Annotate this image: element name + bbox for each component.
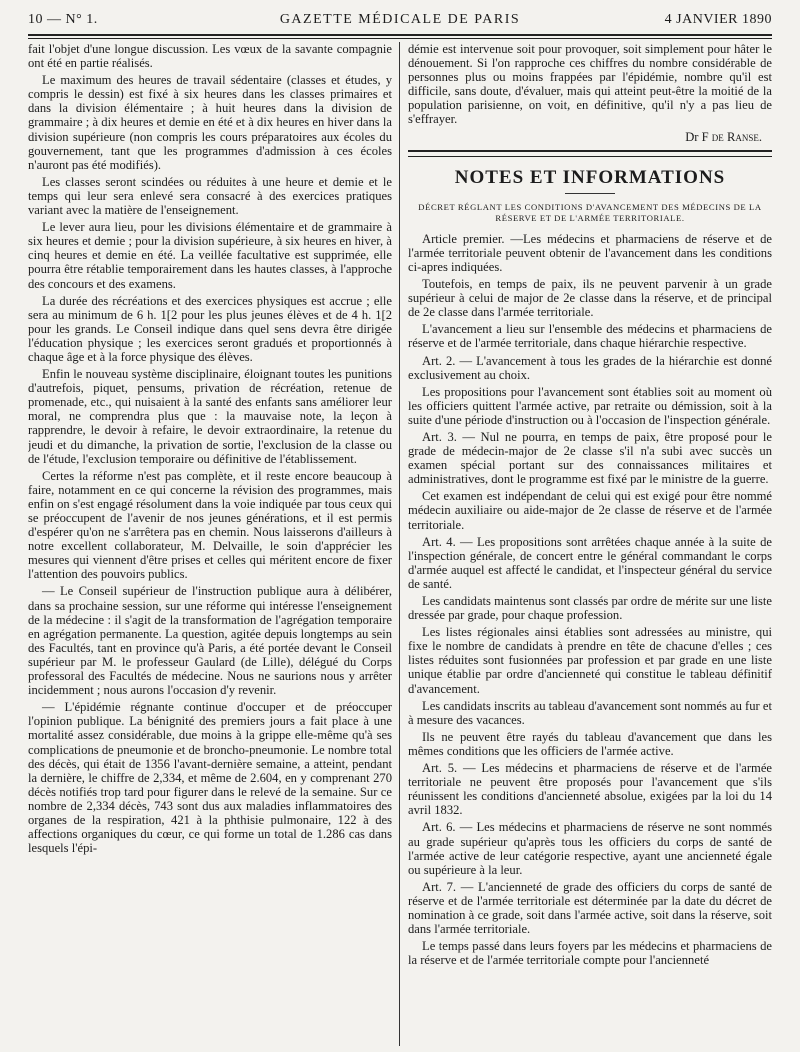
section-rule [408, 150, 772, 157]
page-header [28, 10, 772, 32]
article-paragraph: Article premier. —Les médecins et pharmaciens de réserve et de l'armée territoriale peuvent obtenir de l'avancement dans les conditions ci-apres indiquées. [408, 231, 772, 274]
decree-title: DÉCRET RÉGLANT LES CONDITIONS D'AVANCEMENT DES MÉDECINS DE LA RÉSERVE ET DE L'ARMÉE TERRITORIALE. [418, 201, 762, 223]
right-column [408, 42, 772, 1046]
signature-prefix: Dr F [685, 129, 709, 144]
article-paragraph: Toutefois, en temps de paix, ils ne peuvent parvenir à un grade supérieur à celui de major de 2e classe dans la réserve, et de principal de 2e classe dans l'armée territoriale. [408, 277, 772, 320]
paragraph: Le maximum des heures de travail sédentaire (classes et études, y compris le dessin) est fixé à six heures dans les classes primaires et dans la division élémentaire ; à huit heures dans la division de grammaire ; à dix heures et demie en été et à dix heures en hiver dans la division supérieure (non compris les cours préparatoires aux écoles du gouvernement, tant que les programmes d'admission à ces écoles n'auront pas été modifiés). [28, 73, 392, 172]
header-rule [28, 34, 772, 36]
article-paragraph: Les candidats maintenus sont classés par ordre de mérite sur une liste dressée par grade, pour chaque profession. [408, 594, 772, 623]
newspaper-title: GAZETTE MÉDICALE DE PARIS [279, 12, 521, 27]
article-paragraph: Art. 4. — Les propositions sont arrêtées chaque année à la suite de l'inspection générale, de concert entre le général commandant le corps d'armée auquel est affecté le candidat, et l'inspecteur général du service de santé. [408, 534, 772, 591]
article-paragraph: Les listes régionales ainsi établies sont adressées au ministre, qui fixe le nombre de candidats à prendre en tête de chacune d'elles ; ces listes réduites sont fusionnées par profession et par grade en une liste unique établie par ordre d'ancienneté qui constitue le tableau définitif d'avancement. [408, 625, 772, 696]
article-paragraph: Ils ne peuvent être rayés du tableau d'avancement que dans les mêmes conditions que les officiers de l'armée active. [408, 729, 772, 758]
column-divider [399, 42, 400, 1046]
article-paragraph: L'avancement a lieu sur l'ensemble des médecins et pharmaciens de réserve et de l'armée territoriale, dans chaque hiérarchie respective. [408, 322, 772, 351]
issue-date: 4 JANVIER 1890 [664, 12, 772, 27]
signature-name: de Ranse. [711, 129, 762, 144]
article-paragraph: Cet examen est indépendant de celui qui est exigé pour être nommé médecin auxiliaire ou aide-major de 2e classe de réserve et de l'armée territoriale. [408, 489, 772, 532]
article-paragraph: Art. 3. — Nul ne pourra, en temps de paix, être proposé pour le grade de médecin-major de 2e classe s'il n'a subi avec succès un examen spécial portant sur des connaissances militaires et administratives, dont le programme est fixé par le ministre de la guerre. [408, 429, 772, 487]
article-paragraph: Les propositions pour l'avancement sont établies soit au moment où les officiers quittent l'armée active, par retraite ou démission, soit à la suite d'une période d'instruction ou à l'occasion de l'inspection générale. [408, 384, 772, 427]
title-rule [565, 193, 615, 194]
paragraph: La durée des récréations et des exercices physiques est accrue ; elle sera au minimum de 6 h. 1[2 pour les plus jeunes élèves et de 4 h. 1[2 pour les grands. Le Conseil indique dans quel sens devra être dirigée l'éducation physique ; les exercices seront gradués et proportionnés à chaque âge et à la force physique des élèves. [28, 293, 392, 364]
article-paragraph: Art. 2. — L'avancement à tous les grades de la hiérarchie est donné exclusivement au choix. [408, 353, 772, 382]
paragraph: démie est intervenue soit pour provoquer, soit simplement pour hâter le dénouement. Si l'on rapproche ces chiffres du nombre considérable de personnes plus ou moins frappées par l'épidémie, nombre qu'il est difficile, sans doute, d'évaluer, mais qui atteint peut-être la moitié de la population parisienne, on voit, en définitive, qu'il n'y a pas lieu de s'effrayer. [408, 42, 772, 127]
article-paragraph: Art. 5. — Les médecins et pharmaciens de réserve et de l'armée territoriale ne peuvent être proposés pour l'avancement que s'ils réunissent les conditions d'ancienneté absolue, exigées par la loi du 14 avril 1832. [408, 761, 772, 818]
article-paragraph: Art. 7. — L'ancienneté de grade des officiers du corps de santé de réserve et de l'armée territoriale est déterminée par la date du décret de nomination à ce grade, soit dans l'armée active, soit dans la réserve, soit dans l'armée territoriale. [408, 879, 772, 937]
left-column [28, 42, 392, 1046]
paragraph: Les classes seront scindées ou réduites à une heure et demie et le temps qui leur sera enlevé sera consacré à des exercices pratiques variant avec la matière de l'enseignement. [28, 174, 392, 218]
header-rule-thin [28, 38, 772, 39]
paragraph: Certes la réforme n'est pas complète, et il reste encore beaucoup à faire, notamment en ce qui concerne la révision des programmes, mais enfin on s'est engagé résolument dans la voie indiquée par tous ceux qui se préoccupent de l'avenir de nos jeunes générations, et il est permis d'espérer qu'on ne s'arrêtera pas en chemin. Nous laisserons d'ailleurs à notre excellent collaborateur, M. Delvaille, le soin d'apprécier les mesures qui viennent d'être prises et celles qui méritent encore de fixer l'attention des pouvoirs publics. [28, 468, 392, 582]
paragraph: — Le Conseil supérieur de l'instruction publique aura à délibérer, dans sa prochaine session, sur une réforme qui intéresse l'enseignement de la médecine : il s'agit de la transformation de l'agrégation temporaire en agrégation permanente. La question, agitée depuis longtemps au sein des Facultés, tant en province qu'à Paris, a été portée devant le Conseil supérieur par M. le professeur Gaulard (de Lille), délégué du Corps professoral des Facultés de médecine. Nous ne saurions nous y arrêter incidemment ; nous aurons l'occasion d'y revenir. [28, 584, 392, 698]
paragraph: fait l'objet d'une longue discussion. Les vœux de la savante compagnie ont été en partie réalisés. [28, 42, 392, 71]
author-signature [408, 130, 762, 144]
article-paragraph: Les candidats inscrits au tableau d'avancement sont nommés au fur et à mesure des vacances. [408, 698, 772, 727]
section-title: NOTES ET INFORMATIONS [454, 166, 726, 188]
article-paragraph: Le temps passé dans leurs foyers par les médecins et pharmaciens de la réserve et de l'armée territoriale compte pour l'ancienneté [408, 939, 772, 968]
page-number: 10 — N° 1. [28, 12, 98, 27]
paragraph: Enfin le nouveau système disciplinaire, éloignant toutes les punitions d'autrefois, piquet, pensums, privation de récréation, retenue de promenade, etc., qui nuisaient à la santé des enfants sans améliorer leur moral, ne comprendra plus que : la mauvaise note, la leçon à rapprendre, le devoir à refaire, le devoir extraordinaire, la retenue du jeudi et du dimanche, la privation de sortie, l'exclusion de la classe ou de l'étude, l'exclusion temporaire ou définitive de l'établissement. [28, 367, 392, 466]
article-paragraph: Art. 6. — Les médecins et pharmaciens de réserve ne sont nommés au grade supérieur qu'après tous les officiers du corps de santé de l'armée active de leur catégorie respective, ayant une ancienneté égale ou supérieure à la leur. [408, 820, 772, 877]
paragraph: Le lever aura lieu, pour les divisions élémentaire et de grammaire à six heures et demie ; pour la division supérieure, à six heures en hiver, à cinq heures et demie en été. La veillée facultative est supprimée, elle pourra être rétablie temporairement dans les hautes classes, à l'approche des concours et des examens. [28, 220, 392, 291]
paragraph: — L'épidémie régnante continue d'occuper et de préoccuper l'opinion publique. La bénignité des premiers jours a fait place à une mortalité assez considérable, due moins à la grippe elle-même qu'à ses complications de pneumonie et de broncho-pneumonie. Le nombre total des décès, qui était de 1356 l'avant-dernière semaine, a atteint, pendant la dernière, le chiffre de 2,334, et même de 2.604, en y comprenant 270 décès notifiés trop tard pour figurer dans le relevé de la semaine. Sur ce nombre de 2,334 décès, 743 sont dus aux maladies inflammatoires des organes de la respiration, 421 à la phthisie pulmonaire, 122 à des affections organiques du cœur, ce qui forme un total de 1.286 cas dans lesquels l'épi- [28, 700, 392, 856]
